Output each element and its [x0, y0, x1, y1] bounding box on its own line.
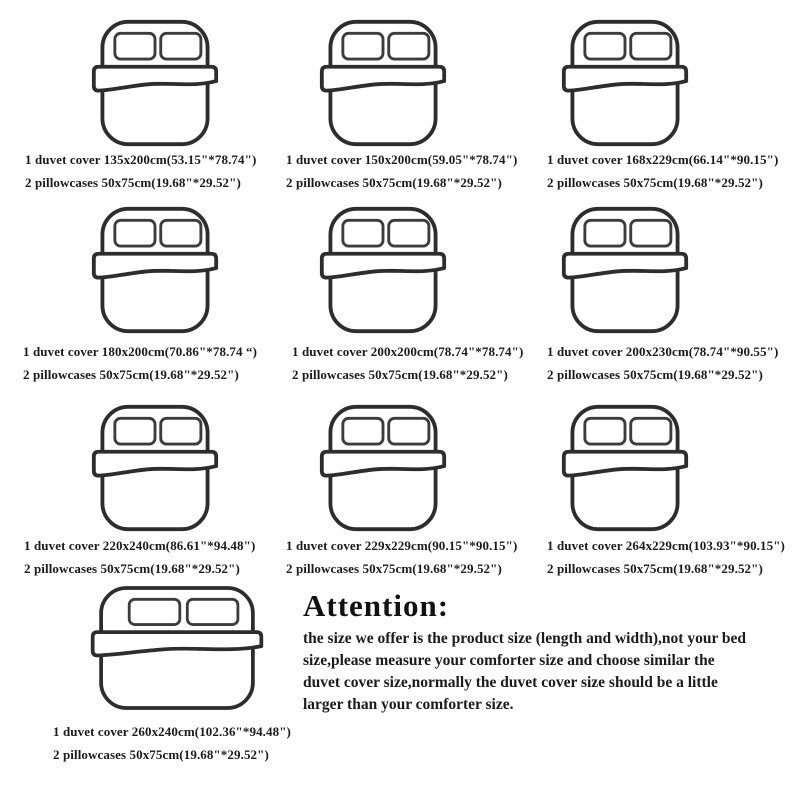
pillowcase-size-label: 2 pillowcases 50x75cm(19.68"*29.52") — [24, 561, 240, 576]
pillowcase-size-label: 2 pillowcases 50x75cm(19.68"*29.52") — [25, 175, 241, 190]
bed-top-view-icon — [316, 403, 450, 533]
pillowcase-size-label: 2 pillowcases 50x75cm(19.68"*29.52") — [53, 747, 269, 762]
size-cell-150x200 — [266, 18, 533, 190]
size-cell-168x229 — [533, 18, 800, 190]
duvet-size-label: 1 duvet cover 168x229cm(66.14"*90.15") — [547, 152, 779, 167]
duvet-size-label: 1 duvet cover 135x200cm(53.15"*78.74") — [25, 152, 257, 167]
size-cell-135x200 — [0, 18, 266, 190]
pillowcase-size-label: 2 pillowcases 50x75cm(19.68"*29.52") — [547, 561, 763, 576]
duvet-size-label: 1 duvet cover 260x240cm(102.36"*94.48") — [53, 724, 291, 739]
size-cell-200x200 — [266, 205, 533, 382]
size-cell-220x240 — [0, 403, 266, 576]
bed-top-view-icon — [558, 403, 692, 533]
attention-body — [303, 628, 800, 716]
bed-top-view-icon — [88, 403, 222, 533]
duvet-size-label: 1 duvet cover 200x230cm(78.74"*90.55") — [547, 344, 779, 359]
pillowcase-size-label: 2 pillowcases 50x75cm(19.68"*29.52") — [286, 561, 502, 576]
pillowcase-size-label: 2 pillowcases 50x75cm(19.68"*29.52") — [547, 367, 763, 382]
duvet-size-label: 1 duvet cover 264x229cm(103.93"*90.15") — [547, 538, 785, 553]
duvet-size-label: 1 duvet cover 220x240cm(86.61"*94.48") — [24, 538, 256, 553]
pillowcase-size-label: 2 pillowcases 50x75cm(19.68"*29.52") — [286, 175, 502, 190]
size-cell-200x230 — [533, 205, 800, 382]
attention-title: Attention: — [303, 588, 450, 623]
size-cell-180x200 — [0, 205, 266, 382]
pillowcase-size-label: 2 pillowcases 50x75cm(19.68"*29.52") — [292, 367, 508, 382]
bed-top-view-icon — [316, 18, 450, 148]
bed-top-view-wide-icon — [88, 583, 266, 713]
pillowcase-size-label: 2 pillowcases 50x75cm(19.68"*29.52") — [23, 367, 239, 382]
duvet-size-label: 1 duvet cover 150x200cm(59.05"*78.74") — [286, 152, 518, 167]
attention-line: the size we offer is the product size (length and width),not your bed — [303, 630, 747, 647]
bed-top-view-icon — [316, 205, 450, 335]
attention-line: larger than your comforter size. — [303, 696, 514, 713]
bed-top-view-icon — [88, 205, 222, 335]
bed-top-view-icon — [88, 18, 222, 148]
size-cell-260x240 — [0, 583, 340, 762]
pillowcase-size-label: 2 pillowcases 50x75cm(19.68"*29.52") — [547, 175, 763, 190]
attention-line: duvet cover size,normally the duvet cover size should be a little — [303, 674, 718, 691]
duvet-size-label: 1 duvet cover 229x229cm(90.15"*90.15") — [286, 538, 518, 553]
attention-note — [303, 589, 800, 716]
attention-line: size,please measure your comforter size and choose similar the — [303, 652, 715, 669]
bed-top-view-icon — [558, 18, 692, 148]
size-cell-229x229 — [266, 403, 533, 576]
duvet-size-label: 1 duvet cover 200x200cm(78.74"*78.74") — [292, 344, 524, 359]
size-cell-264x229 — [533, 403, 800, 576]
bed-top-view-icon — [558, 205, 692, 335]
duvet-size-label: 1 duvet cover 180x200cm(70.86"*78.74 “) — [23, 344, 258, 359]
